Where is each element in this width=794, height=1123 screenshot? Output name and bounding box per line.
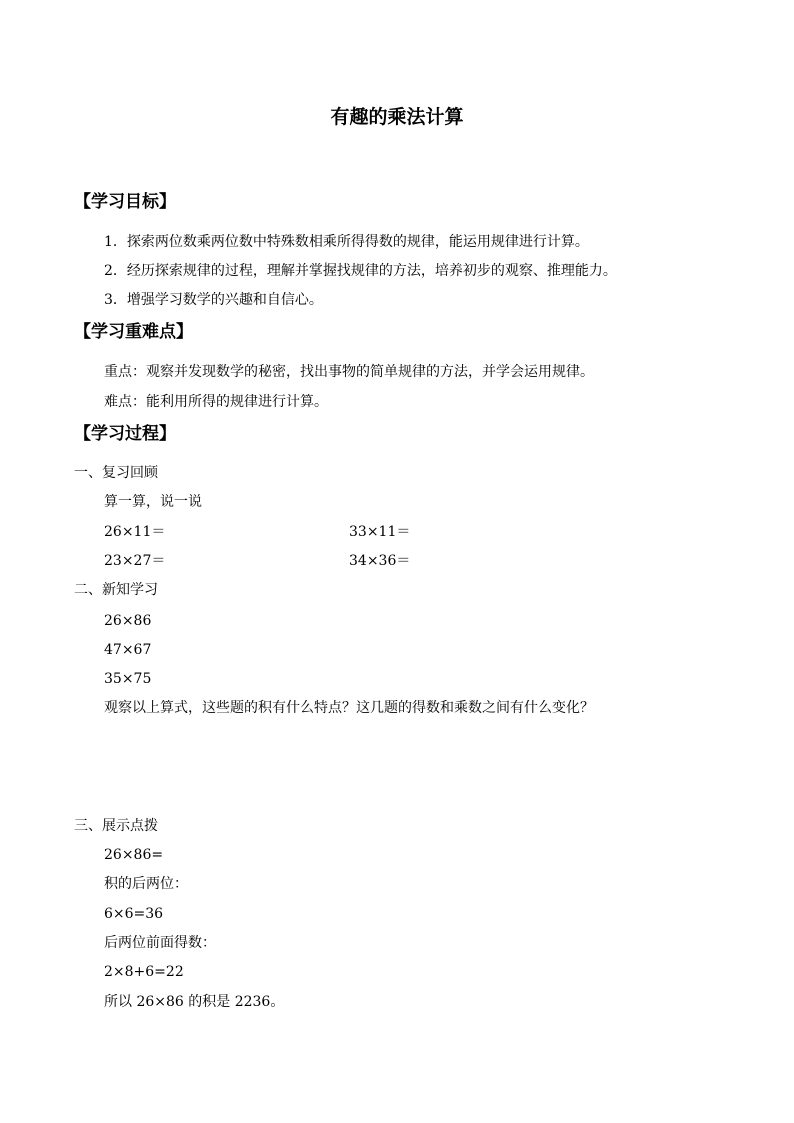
- objective-item-1: 1．探索两位数乘两位数中特殊数相乘所得得数的规律，能运用规律进行计算。: [104, 234, 589, 250]
- show-line: 后两位前面得数：: [104, 935, 216, 951]
- new-learning-question: 观察以上算式，这些题的积有什么特点？这几题的得数和乘数之间有什么变化？: [104, 700, 594, 716]
- show-line: 积的后两位：: [104, 876, 188, 892]
- new-learning-title: 二、新知学习: [74, 582, 158, 598]
- key-points-heading: 【学习重难点】: [74, 322, 193, 342]
- review-exercise: 26×11＝: [104, 524, 166, 540]
- show-title: 三、展示点拨: [74, 818, 158, 834]
- document-title: 有趣的乘法计算: [330, 106, 464, 128]
- review-prompt: 算一算，说一说: [104, 494, 202, 510]
- review-title: 一、复习回顾: [74, 465, 158, 481]
- review-exercise: 23×27＝: [104, 553, 166, 569]
- show-line: 26×86=: [104, 847, 164, 863]
- review-exercise: 34×36＝: [349, 553, 411, 569]
- new-learning-item: 26×86: [104, 613, 152, 629]
- difficulty-line: 难点：能利用所得的规律进行计算。: [104, 394, 328, 410]
- show-line: 6×6=36: [104, 906, 164, 922]
- process-heading: 【学习过程】: [74, 424, 176, 444]
- new-learning-item: 35×75: [104, 671, 152, 687]
- objectives-heading: 【学习目标】: [74, 192, 176, 212]
- objective-item-2: 2．经历探索规律的过程，理解并掌握找规律的方法，培养初步的观察、推理能力。: [104, 263, 617, 279]
- new-learning-item: 47×67: [104, 642, 152, 658]
- objective-item-3: 3．增强学习数学的兴趣和自信心。: [104, 292, 323, 308]
- key-point-line: 重点：观察并发现数学的秘密，找出事物的简单规律的方法，并学会运用规律。: [104, 364, 594, 380]
- show-line: 所以 26×86 的积是 2236。: [104, 994, 285, 1010]
- show-line: 2×8+6=22: [104, 964, 184, 980]
- review-exercise: 33×11＝: [349, 524, 411, 540]
